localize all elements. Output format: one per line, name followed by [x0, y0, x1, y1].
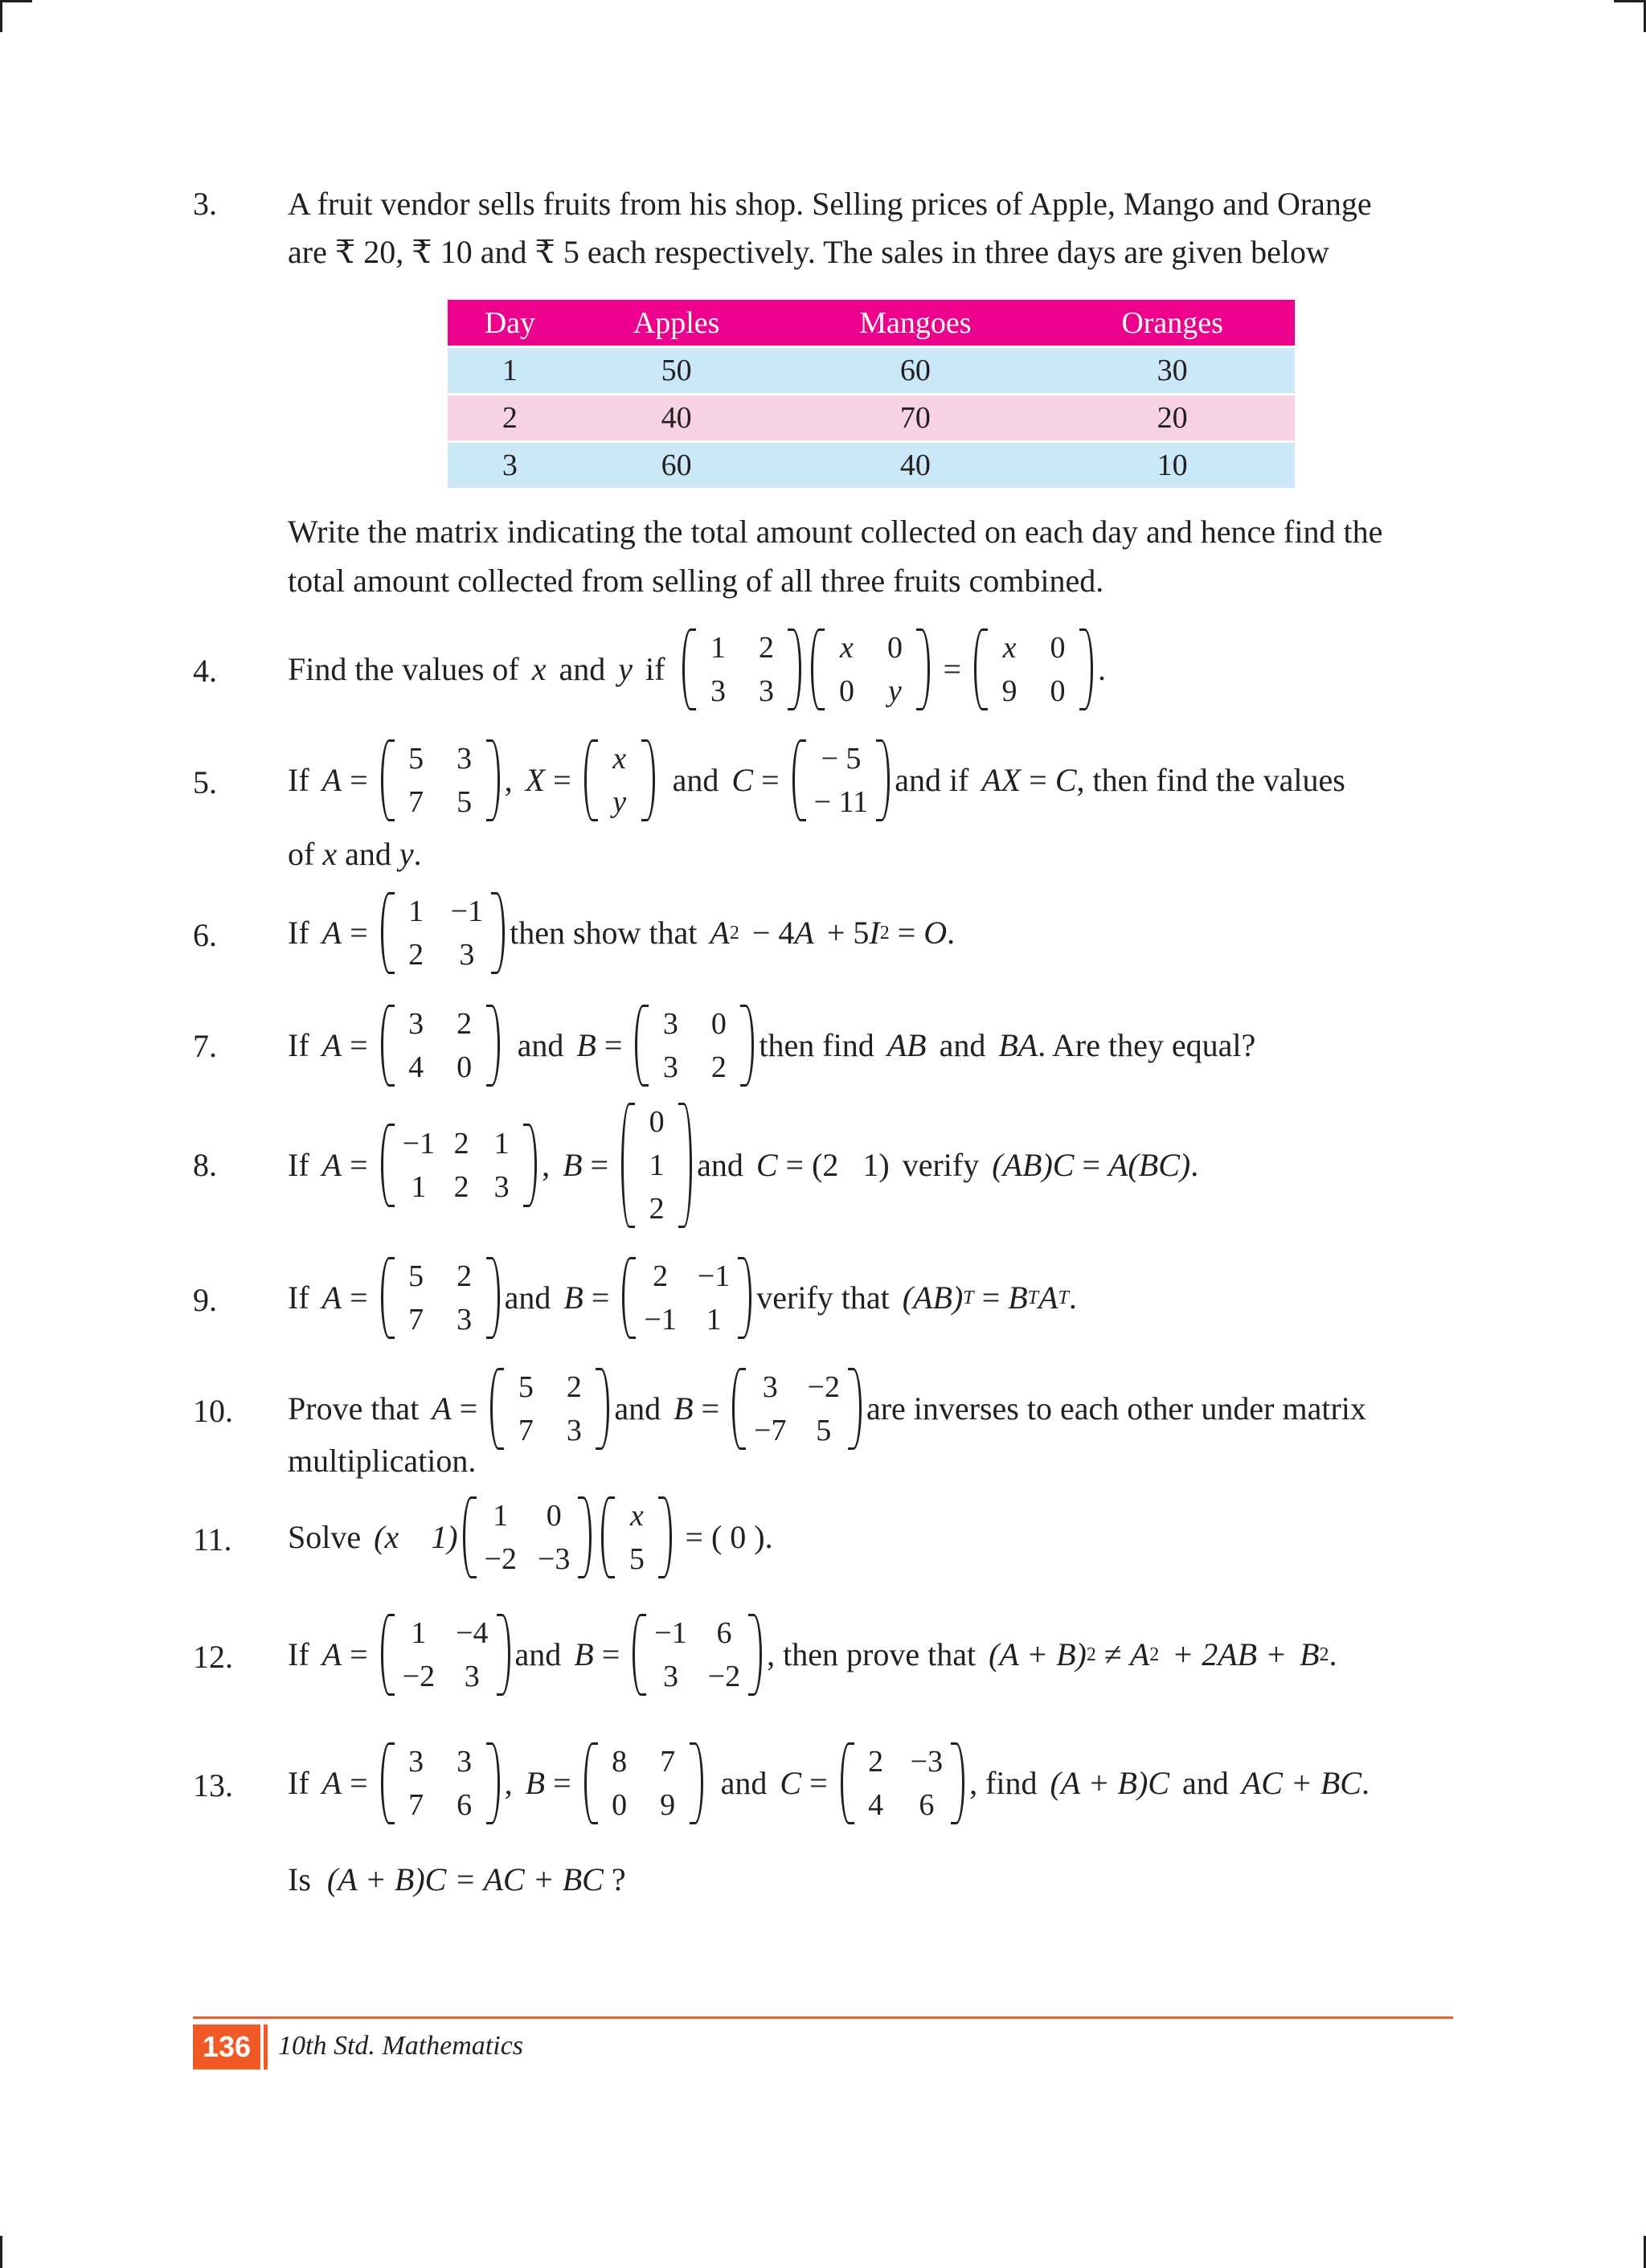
crop-mark-top-left-h — [0, 0, 32, 2]
cell: 40 — [572, 395, 781, 442]
matrix-a: 5 2 7 3 — [381, 1257, 500, 1339]
footer-book-title: 10th Std. Mathematics — [278, 2031, 524, 2061]
text: Find the values of — [288, 651, 519, 687]
matrix: x 0 0 y — [811, 628, 930, 710]
question-10 — [0, 1368, 1646, 1455]
question-number: 13. — [193, 1767, 233, 1803]
question-11 — [0, 1496, 1646, 1583]
cell: 10 — [1050, 442, 1295, 489]
crop-mark-top-left-v — [0, 0, 2, 32]
question-7 — [0, 1005, 1646, 1090]
question-body: If A = 1 −1 2 3 then show that A 2 − 4 A + 5 I 2 = O . — [288, 892, 955, 974]
cell: 30 — [1050, 347, 1295, 395]
header-day: Day — [448, 300, 572, 347]
instruction-text: total amount collected from selling of all three fruits combined. — [288, 563, 1104, 599]
footer-rule — [193, 2016, 1453, 2019]
cell: 60 — [572, 442, 781, 489]
matrix-b: −1 6 3 −2 — [633, 1614, 762, 1696]
question-body: Prove that A = 5 2 7 3 and B = 3 −2 −7 5 are inverses to each other under matrix — [288, 1368, 1366, 1450]
question-13 — [0, 1742, 1646, 1829]
matrix-a: −1 2 1 1 2 3 — [381, 1124, 537, 1207]
question-text: of x and y. — [288, 836, 422, 872]
question-text-line-2: are ₹ 20, ₹ 10 and ₹ 5 each respectively. The sales in three days are given below — [288, 234, 1329, 270]
matrix-x: x y — [584, 739, 655, 821]
question-body: If A = 5 3 7 5 , X = x y and C = − 5 − 11 and if AX = C , then find the values — [288, 739, 1345, 821]
page-number: 136 — [193, 2024, 260, 2069]
matrix-a: 1 −1 2 3 — [381, 892, 505, 974]
text: if — [645, 651, 665, 687]
matrix-b: 0 1 2 — [621, 1103, 692, 1228]
matrix-b: 3 −2 −7 5 — [732, 1368, 862, 1450]
question-body: If A = 3 3 7 6 , B = 8 7 0 9 and C = 2 −3 4 6 , find (A + B)C and AC + BC . — [288, 1742, 1370, 1824]
question-number: 3. — [193, 186, 217, 222]
question-number: 4. — [193, 653, 217, 689]
cell: 70 — [780, 395, 1050, 442]
question-number: 5. — [193, 764, 217, 800]
matrix-a: 1 −4 −2 3 — [381, 1614, 510, 1696]
question-5 — [0, 739, 1646, 828]
matrix: 1 2 3 3 — [682, 628, 801, 710]
question-number: 11. — [193, 1521, 232, 1558]
question-number: 8. — [193, 1147, 217, 1183]
crop-mark-top-right-h — [1614, 0, 1646, 2]
instruction-text: Write the matrix indicating the total amount collected on each day and hence find the — [288, 514, 1383, 550]
text: and — [559, 651, 606, 687]
table-header-row — [448, 300, 1295, 347]
question-body: If A = 1 −4 −2 3 and B = −1 6 3 −2 , then prove that (A + B) 2 ≠ A 2 + 2AB + B 2 . — [288, 1614, 1337, 1696]
var-y: y — [618, 651, 633, 687]
question-body: Solve (x 1) 1 0 −2 −3 x 5 = ( 0 ). — [288, 1496, 773, 1578]
table-row — [448, 347, 1295, 395]
matrix-vector: x 5 — [601, 1496, 672, 1578]
question-12 — [0, 1614, 1646, 1702]
question-8 — [0, 1101, 1646, 1230]
matrix-b: 8 7 0 9 — [584, 1742, 703, 1824]
matrix-a: 5 2 7 3 — [490, 1368, 609, 1450]
header-oranges: Oranges — [1050, 300, 1295, 347]
matrix-b: 2 −1 −1 1 — [622, 1257, 751, 1339]
table-row — [448, 442, 1295, 489]
question-body: If A = 5 2 7 3 and B = 2 −1 −1 1 verify that (AB) T = B T A T . — [288, 1257, 1077, 1339]
matrix-a: 3 3 7 6 — [381, 1742, 500, 1824]
question-4 — [0, 628, 1646, 714]
question-text-line-1: A fruit vendor sells fruits from his shop. Selling prices of Apple, Mango and Orange — [288, 186, 1372, 222]
matrix-a: 5 3 7 5 — [381, 739, 500, 821]
question-number: 12. — [193, 1639, 233, 1675]
table-row — [448, 395, 1295, 442]
header-apples: Apples — [572, 300, 781, 347]
matrix: 1 0 −2 −3 — [463, 1496, 592, 1578]
matrix-a: 3 2 4 0 — [381, 1005, 500, 1087]
header-mangoes: Mangoes — [780, 300, 1050, 347]
cell: 40 — [780, 442, 1050, 489]
cell: 60 — [780, 347, 1050, 395]
question-body — [288, 628, 1106, 710]
cell: 1 — [448, 347, 572, 395]
cell: 50 — [572, 347, 781, 395]
cell: 2 — [448, 395, 572, 442]
question-text: Is (A + B)C = AC + BC ? — [288, 1861, 626, 1898]
matrix-c: 2 −3 4 6 — [841, 1742, 964, 1824]
question-number: 7. — [193, 1028, 217, 1064]
equals: = — [943, 651, 962, 687]
question-number: 9. — [193, 1282, 217, 1318]
question-text: multiplication. — [288, 1443, 477, 1479]
question-number: 10. — [193, 1393, 233, 1429]
matrix-b: 3 0 3 2 — [635, 1005, 754, 1087]
page-number-divider — [264, 2024, 268, 2069]
sales-table — [448, 300, 1295, 490]
matrix-c: − 5 − 11 — [792, 739, 891, 821]
question-number: 6. — [193, 917, 217, 953]
var-x: x — [531, 651, 547, 687]
question-6 — [0, 892, 1646, 980]
period: . — [1098, 651, 1107, 687]
question-body: If A = −1 2 1 1 2 3 , B = 0 1 2 and C = (2 1) verify (AB)C = A(BC) . — [288, 1101, 1198, 1230]
crop-mark-bottom-left — [0, 2236, 2, 2268]
question-9 — [0, 1257, 1646, 1344]
question-body: If A = 3 2 4 0 and B = 3 0 3 2 then find AB and BA . Are they equal? — [288, 1005, 1255, 1087]
cell: 20 — [1050, 395, 1295, 442]
cell: 3 — [448, 442, 572, 489]
matrix: x 0 9 0 — [974, 628, 1093, 710]
